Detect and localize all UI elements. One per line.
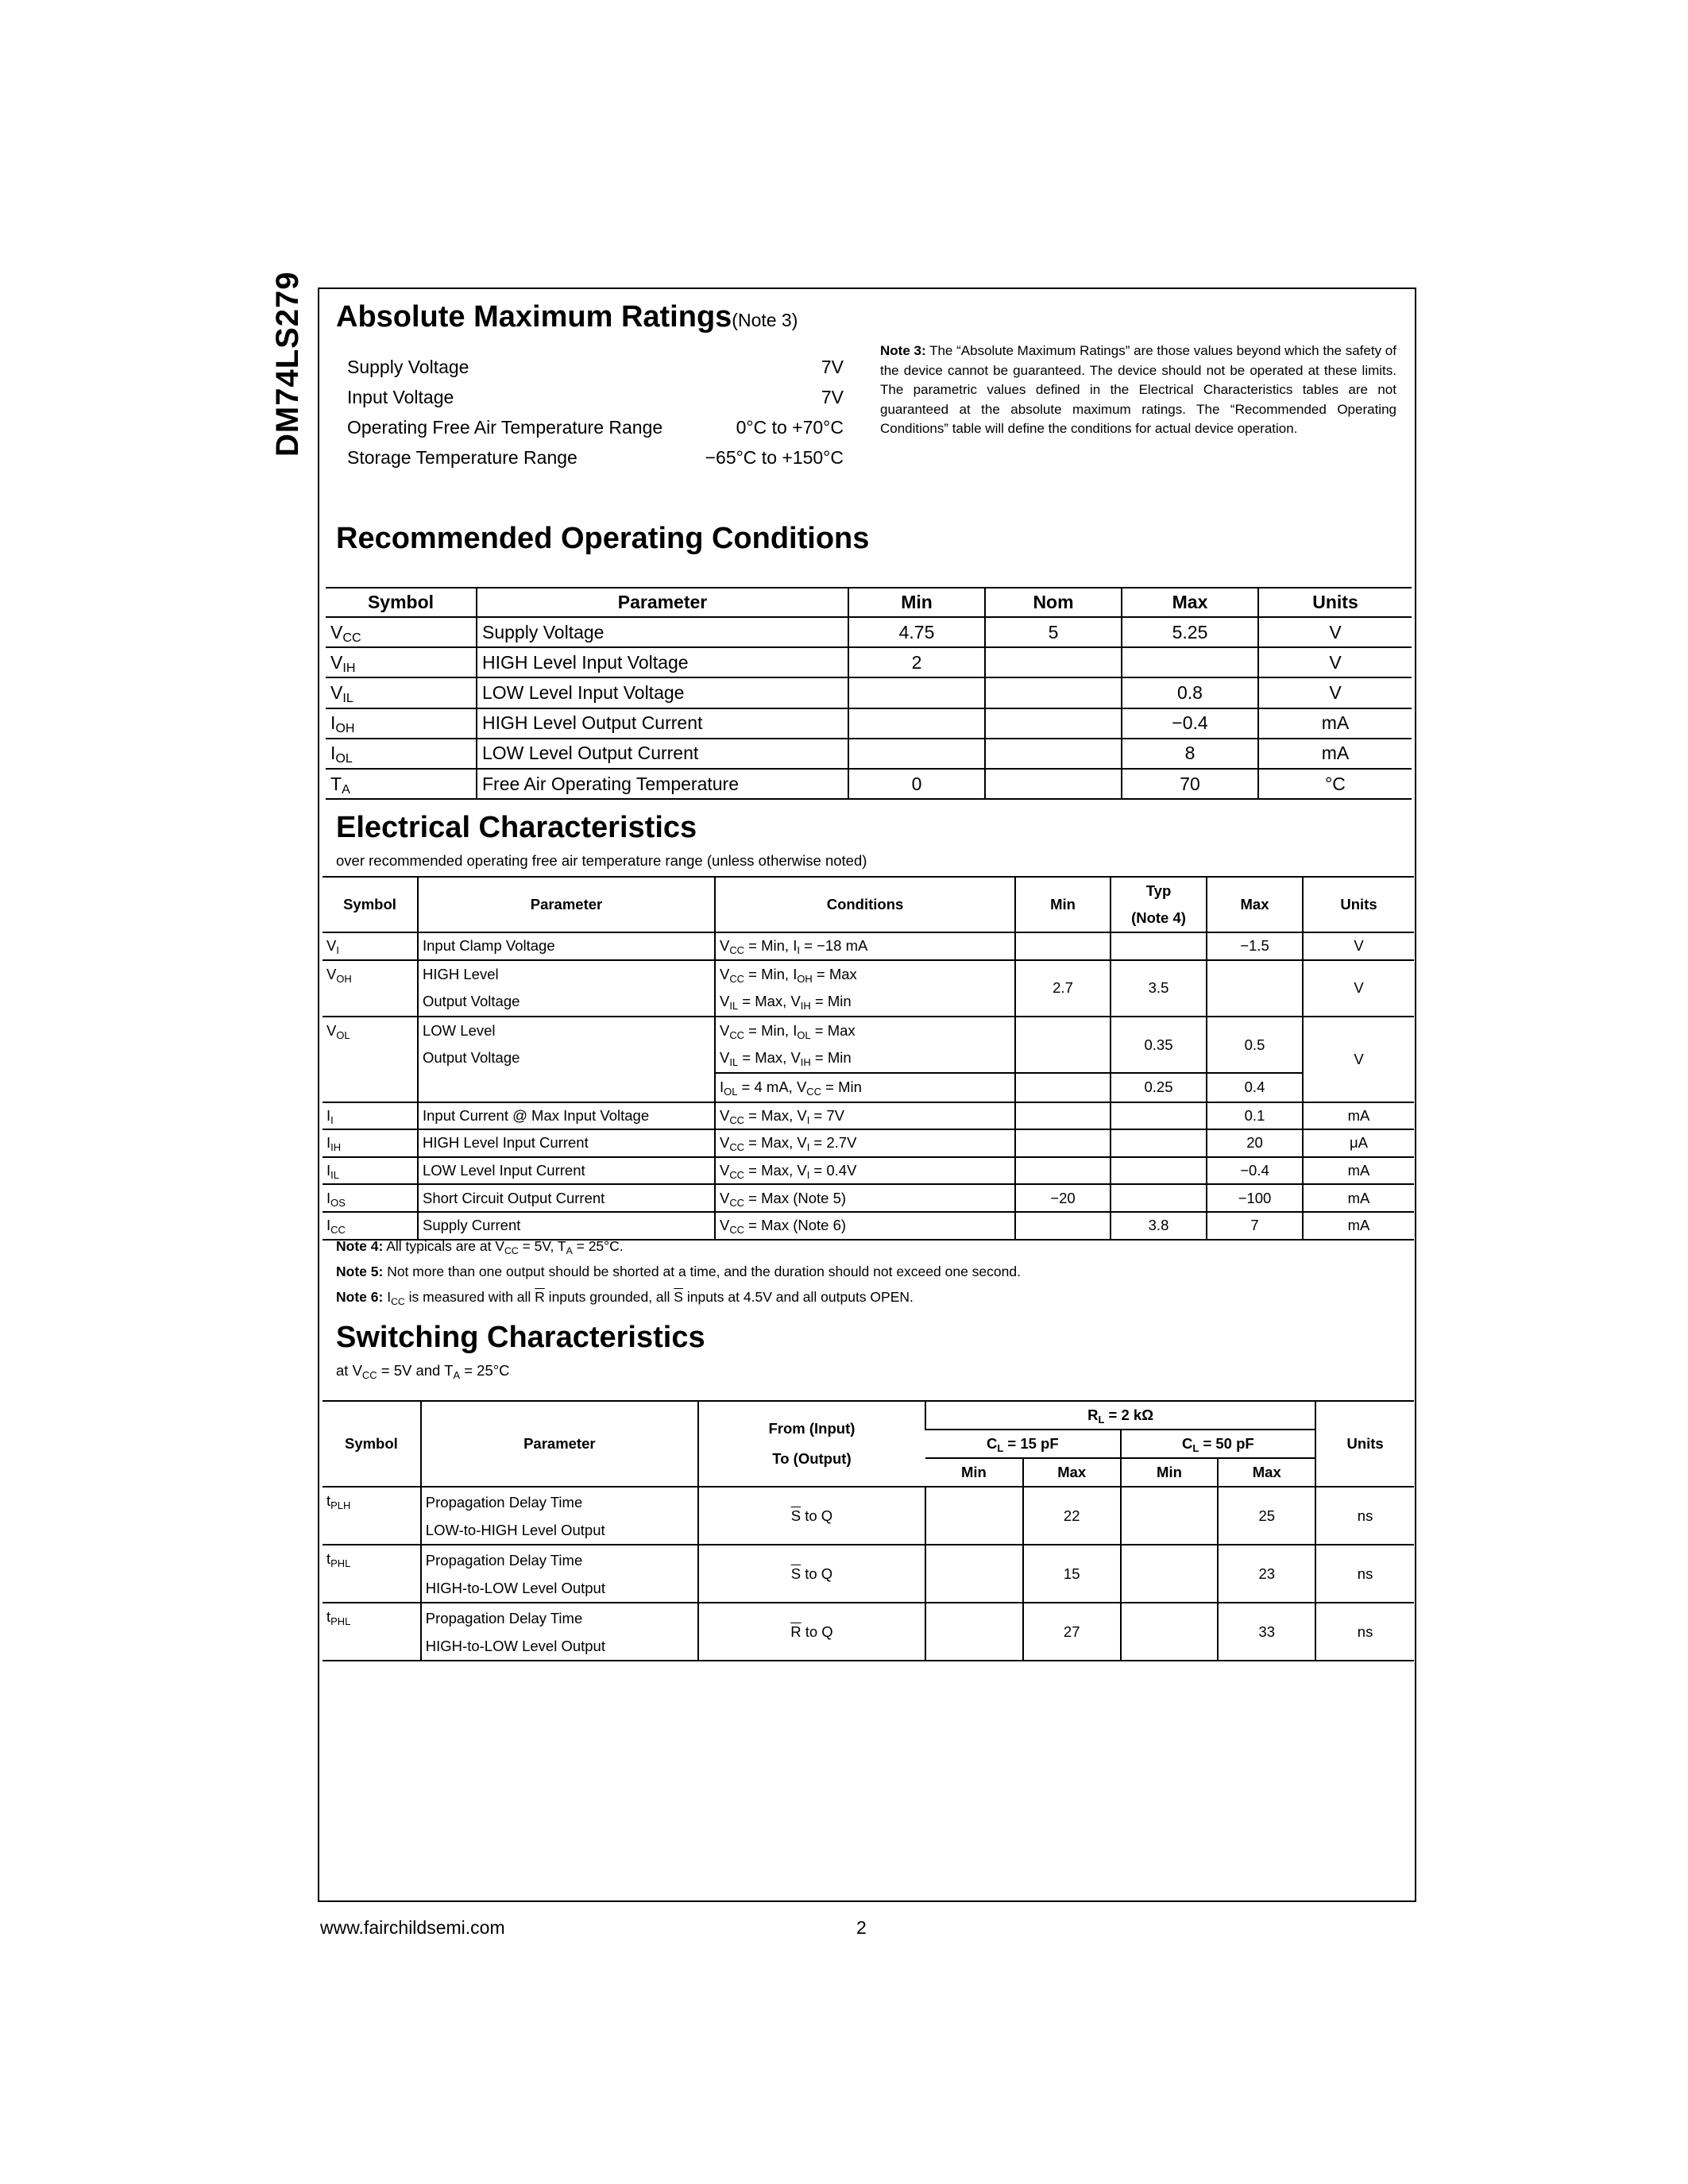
sc-max-50pf: 23	[1218, 1545, 1315, 1603]
abs-max-label: Storage Temperature Range	[347, 446, 577, 468]
sc-max-15pf: 22	[1023, 1487, 1121, 1545]
roc-symbol: $V_{CC}$	[326, 617, 477, 647]
sc-units: ns	[1315, 1603, 1414, 1661]
ec-header-typ-note: (Note 4)	[1131, 909, 1186, 926]
table-row	[323, 1184, 1414, 1212]
abs-max-row	[347, 442, 844, 473]
sc-header-max: Max	[1023, 1458, 1121, 1487]
ec-units: μA	[1303, 1129, 1414, 1157]
table-row	[323, 1102, 1414, 1130]
ec-parameter: Supply Current	[418, 1212, 715, 1240]
ec-header-symbol: Symbol	[323, 877, 418, 932]
ec-typ	[1111, 1157, 1207, 1185]
ec-conditions: $V_{CC}$ = Max, $V_I = 2.7V$	[715, 1129, 1015, 1157]
sc-table	[323, 1400, 1414, 1661]
ec-min	[1015, 1129, 1111, 1157]
roc-header-units: Units	[1258, 588, 1412, 617]
roc-header-min: Min	[848, 588, 985, 617]
roc-symbol: $I_{OH}$	[326, 708, 477, 739]
ec-typ: 3.5	[1111, 960, 1207, 1017]
table-row	[323, 1017, 1414, 1102]
ec-min: −20	[1015, 1184, 1111, 1212]
sc-header-rl: $R_L = 2$ kΩ	[925, 1401, 1315, 1430]
ec-units: mA	[1303, 1102, 1414, 1130]
ec-symbol: $I_I$	[323, 1102, 418, 1130]
sc-from-to: $\overline{R}$ to Q	[698, 1603, 925, 1661]
sc-parameter: Propagation Delay Time HIGH-to-LOW Level Output	[421, 1545, 698, 1603]
sc-max-50pf: 33	[1218, 1603, 1315, 1661]
table-row	[326, 769, 1412, 799]
ec-min	[1015, 1212, 1111, 1240]
roc-parameter: LOW Level Output Current	[477, 739, 848, 769]
roc-header-nom: Nom	[985, 588, 1122, 617]
ec-typ: 3.8	[1111, 1212, 1207, 1240]
sc-min-50pf	[1121, 1603, 1219, 1661]
ec-note: Note 4: All typicals are at $V_{CC} = 5V$, $T_A = 25^\circ C$.	[336, 1238, 624, 1256]
roc-max	[1122, 647, 1258, 677]
ec-conditions: $V_{CC}$ = Max, $V_I = 7V$	[715, 1102, 1015, 1130]
sc-symbol: $t_{PHL}$	[323, 1603, 421, 1661]
roc-max: 70	[1122, 769, 1258, 799]
note-3	[880, 341, 1396, 439]
roc-max: 8	[1122, 739, 1258, 769]
roc-parameter: HIGH Level Output Current	[477, 708, 848, 739]
abs-max-row	[347, 382, 844, 412]
part-number-side-title: DM74LS279	[270, 271, 305, 457]
ec-typ	[1111, 1102, 1207, 1130]
ec-max: −1.5	[1207, 932, 1303, 960]
roc-nom	[985, 708, 1122, 739]
roc-units: mA	[1258, 739, 1412, 769]
roc-units: mA	[1258, 708, 1412, 739]
abs-max-note-ref: (Note 3)	[732, 310, 798, 330]
table-row	[323, 932, 1414, 960]
roc-symbol: $I_{OL}$	[326, 739, 477, 769]
roc-units: V	[1258, 677, 1412, 708]
ec-units: V	[1303, 1017, 1414, 1102]
ec-header-typ-label: Typ	[1145, 882, 1172, 899]
sc-min-15pf	[925, 1545, 1023, 1603]
roc-max: 0.8	[1122, 677, 1258, 708]
ec-subtitle: over recommended operating free air temperature range (unless otherwise noted)	[336, 852, 867, 869]
table-row	[326, 677, 1412, 708]
sc-header-max: Max	[1218, 1458, 1315, 1487]
ec-max: −0.4	[1207, 1157, 1303, 1185]
table-row	[323, 1157, 1414, 1185]
ec-units: mA	[1303, 1157, 1414, 1185]
ec-parameter: LOW Level Output Voltage	[418, 1017, 715, 1102]
abs-max-label: Input Voltage	[347, 386, 454, 407]
sc-max-50pf: 25	[1218, 1487, 1315, 1545]
ec-conditions: $V_{CC}$ = Min, $I_{OL}$ = Max $V_{IL}$ = Max, $V_{IH}$ = Min $I_{OL} = 4$ mA, $V_{CC}$ = Min	[715, 1017, 1015, 1102]
sc-title: Switching Characteristics	[336, 1321, 705, 1354]
abs-max-label: Supply Voltage	[347, 356, 469, 377]
sc-header-symbol: Symbol	[323, 1401, 421, 1487]
table-row	[323, 1545, 1414, 1603]
sc-subtitle: at $V_{CC} = 5V$ and $T_A = 25^\circ C$	[336, 1362, 510, 1381]
roc-min	[848, 677, 985, 708]
abs-max-value: −65°C to +150°C	[705, 446, 844, 468]
ec-conditions: $V_{CC}$ = Min, $I_I = -18$ mA	[715, 932, 1015, 960]
sc-header-cl15: $C_L = 15$ pF	[925, 1430, 1121, 1458]
ec-header-max: Max	[1207, 877, 1303, 932]
abs-max-title: Absolute Maximum Ratings	[336, 300, 732, 334]
ec-header-conditions: Conditions	[715, 877, 1015, 932]
sc-parameter: Propagation Delay Time LOW-to-HIGH Level Output	[421, 1487, 698, 1545]
sc-max-15pf: 15	[1023, 1545, 1121, 1603]
roc-min	[848, 739, 985, 769]
roc-symbol: $V_{IH}$	[326, 647, 477, 677]
table-row	[323, 960, 1414, 1017]
abs-max-value: 7V	[821, 356, 844, 377]
sc-parameter: Propagation Delay Time HIGH-to-LOW Level Output	[421, 1603, 698, 1661]
ec-parameter: HIGH Level Input Current	[418, 1129, 715, 1157]
roc-symbol: $T_A$	[330, 773, 350, 797]
sc-symbol: $t_{PHL}$	[323, 1545, 421, 1603]
roc-nom: 5	[985, 617, 1122, 647]
ec-header-typ	[1111, 877, 1207, 932]
abs-max-row	[347, 352, 844, 382]
sc-header-min: Min	[925, 1458, 1023, 1487]
roc-min: 0	[848, 769, 985, 799]
footer-url[interactable]: www.fairchildsemi.com	[320, 1917, 505, 1938]
roc-max: −0.4	[1122, 708, 1258, 739]
ec-conditions: $V_{CC}$ = Max (Note 6)	[715, 1212, 1015, 1240]
sc-min-50pf	[1121, 1545, 1219, 1603]
ec-title: Electrical Characteristics	[336, 811, 697, 844]
ec-symbol: $I_{IL}$	[323, 1157, 418, 1185]
ec-max: −100	[1207, 1184, 1303, 1212]
roc-parameter: LOW Level Input Voltage	[477, 677, 848, 708]
abs-max-label: Operating Free Air Temperature Range	[347, 416, 663, 438]
sc-units: ns	[1315, 1545, 1414, 1603]
ec-max: 0.1	[1207, 1102, 1303, 1130]
sc-min-15pf	[925, 1487, 1023, 1545]
sc-symbol: $t_{PLH}$	[323, 1487, 421, 1545]
ec-symbol: $I_{CC}$	[323, 1212, 418, 1240]
ec-symbol: $I_{OS}$	[323, 1184, 418, 1212]
table-row	[326, 647, 1412, 677]
ec-conditions: $V_{CC}$ = Max, $V_I = 0.4V$	[715, 1157, 1015, 1185]
roc-header-parameter: Parameter	[477, 588, 848, 617]
ec-parameter: Input Current @ Max Input Voltage	[418, 1102, 715, 1130]
table-row	[323, 1487, 1414, 1545]
ec-min	[1015, 1157, 1111, 1185]
ec-symbol: $V_{OL}$	[323, 1017, 418, 1102]
ec-notes	[336, 1233, 1021, 1310]
note-3-label: Note 3:	[880, 343, 926, 358]
ec-symbol: $V_I$	[323, 932, 418, 960]
ec-max	[1207, 960, 1303, 1017]
abs-max-row	[347, 412, 844, 442]
roc-min	[848, 708, 985, 739]
ec-symbol: $V_{OH}$	[323, 960, 418, 1017]
roc-units: °C	[1258, 769, 1412, 799]
ec-conditions: $V_{CC}$ = Min, $I_{OH}$ = Max $V_{IL}$ = Max, $V_{IH}$ = Min	[715, 960, 1015, 1017]
ec-units: V	[1303, 960, 1414, 1017]
roc-header-max: Max	[1122, 588, 1258, 617]
ec-note: Note 6: $I_{CC}$ is measured with all $\overline{R}$ inputs grounded, all $\overline{S}$ inputs at 4.5V and all outputs OPEN.	[336, 1289, 914, 1307]
sc-header-min: Min	[1121, 1458, 1219, 1487]
abs-max-value: 0°C to +70°C	[736, 416, 844, 438]
abs-max-list	[347, 352, 844, 473]
ec-conditions: $V_{CC}$ = Max (Note 5)	[715, 1184, 1015, 1212]
roc-units: V	[1258, 617, 1412, 647]
ec-max: 7	[1207, 1212, 1303, 1240]
sc-max-15pf: 27	[1023, 1603, 1121, 1661]
sc-from-to: $\overline{S}$ to Q	[698, 1545, 925, 1603]
ec-typ	[1111, 1184, 1207, 1212]
roc-parameter: HIGH Level Input Voltage	[477, 647, 848, 677]
ec-min	[1015, 1102, 1111, 1130]
abs-max-value: 7V	[821, 386, 844, 407]
roc-table	[326, 587, 1412, 800]
sc-units: ns	[1315, 1487, 1414, 1545]
roc-nom	[985, 769, 1122, 799]
roc-nom	[985, 677, 1122, 708]
table-row	[323, 1603, 1414, 1661]
sc-header-cl50: $C_L = 50$ pF	[1121, 1430, 1316, 1458]
roc-parameter: Supply Voltage	[477, 617, 848, 647]
ec-parameter: Input Clamp Voltage	[418, 932, 715, 960]
ec-max: 20	[1207, 1129, 1303, 1157]
ec-units: mA	[1303, 1184, 1414, 1212]
roc-max: 5.25	[1122, 617, 1258, 647]
ec-parameter: Short Circuit Output Current	[418, 1184, 715, 1212]
table-row	[326, 708, 1412, 739]
ec-typ	[1111, 1129, 1207, 1157]
roc-min: 2	[848, 647, 985, 677]
sc-header-parameter: Parameter	[421, 1401, 698, 1487]
ec-max: 0.5 0.4	[1207, 1017, 1303, 1102]
ec-typ	[1111, 932, 1207, 960]
sc-from-to: $\overline{S}$ to Q	[698, 1487, 925, 1545]
ec-parameter: LOW Level Input Current	[418, 1157, 715, 1185]
roc-title: Recommended Operating Conditions	[336, 522, 870, 555]
abs-max-heading	[336, 300, 798, 334]
sc-min-50pf	[1121, 1487, 1219, 1545]
sc-min-15pf	[925, 1603, 1023, 1661]
sc-header-units: Units	[1315, 1401, 1414, 1487]
ec-units: V	[1303, 932, 1414, 960]
ec-header-units: Units	[1303, 877, 1414, 932]
table-row	[326, 617, 1412, 647]
ec-min: 2.7	[1015, 960, 1111, 1017]
roc-header-symbol: Symbol	[326, 588, 477, 617]
roc-parameter: Free Air Operating Temperature	[477, 769, 848, 799]
table-row	[323, 1129, 1414, 1157]
roc-nom	[985, 647, 1122, 677]
roc-units: V	[1258, 647, 1412, 677]
sc-header-from-to: From (Input) To (Output)	[698, 1401, 925, 1487]
ec-header-parameter: Parameter	[418, 877, 715, 932]
ec-min	[1015, 1017, 1111, 1102]
note-3-text: The “Absolute Maximum Ratings” are those values beyond which the safety of the device cannot be guaranteed. The device should not be operated at these limits. The parametric values defined in the Electrical Characteristics tables are not guaranteed at the absolute maximum ratings. The “Recommended Operating Conditions” table will define the conditions for actual device operation.	[880, 343, 1396, 436]
ec-note: Note 5: Not more than one output should be shorted at a time, and the duration should not exceed one second.	[336, 1264, 1021, 1279]
table-row	[326, 739, 1412, 769]
roc-symbol: $V_{IL}$	[326, 677, 477, 708]
roc-nom	[985, 739, 1122, 769]
ec-parameter: HIGH Level Output Voltage	[418, 960, 715, 1017]
ec-symbol: $I_{IH}$	[323, 1129, 418, 1157]
footer-page-number: 2	[856, 1917, 867, 1938]
ec-min	[1015, 932, 1111, 960]
ec-table	[323, 876, 1414, 1241]
ec-units: mA	[1303, 1212, 1414, 1240]
ec-header-min: Min	[1015, 877, 1111, 932]
roc-min: 4.75	[848, 617, 985, 647]
ec-typ: 0.35 0.25	[1111, 1017, 1207, 1102]
